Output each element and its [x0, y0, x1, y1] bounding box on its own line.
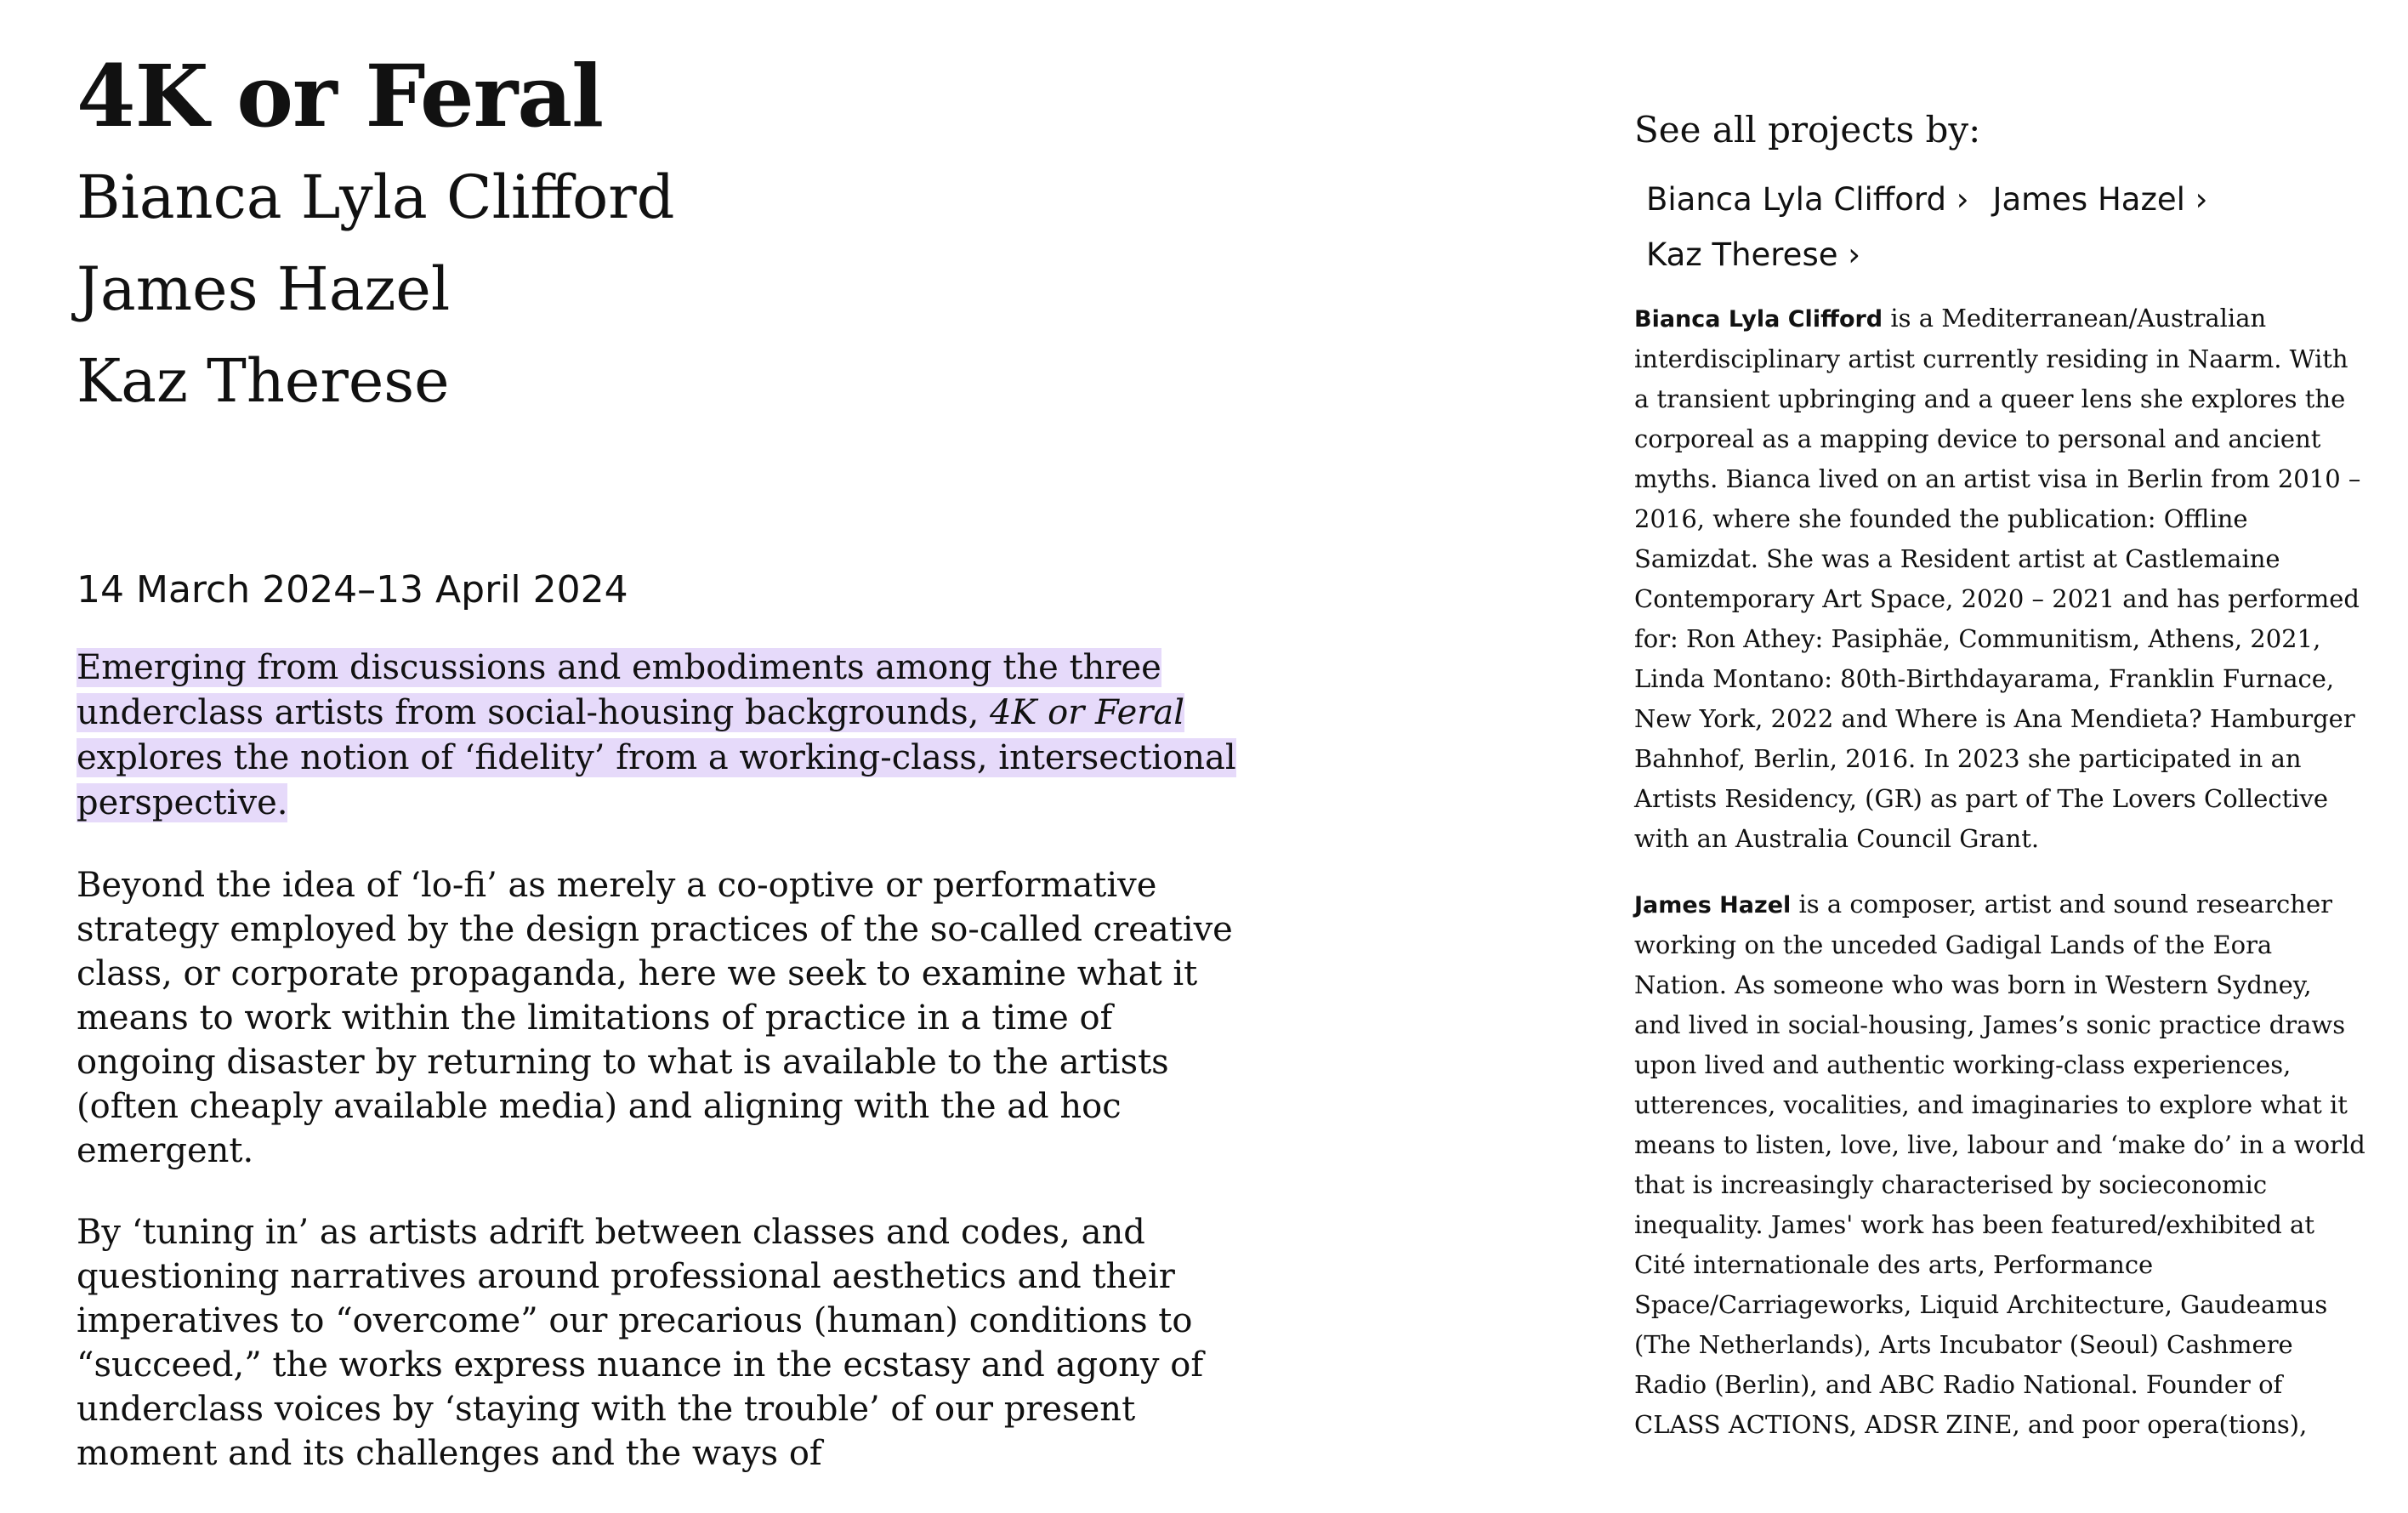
project-title: 4K or Feral	[77, 46, 604, 146]
artist-name: Bianca Lyla Clifford	[77, 162, 675, 232]
bio-text: is a Mediterranean/Australian interdisciplinary artist currently residing in Naarm. With a transient upbringing and a queer lens she explores the corporeal as a mapping device to personal and ancient myths. Bianca lived on an artist visa in Berlin from 2010 – 2016, where she founded the publication: Offline Samizdat. She was a Resident artist at Castlemaine Contemporary Art Space, 2020 – 2021 and has performed for: Ron Athey: Pasiphäe, Communitism, Athens, 2021, Linda Montano: 80th-Birthdayarama, Franklin Furnace, New York, 2022 and Where is Ana Mendieta? Hamburger Bahnhof, Berlin, 2016. In 2023 she participated in an Artists Residency, (GR) as part of The Lovers Collective with an Australia Council Grant.	[1634, 304, 2361, 853]
artist-list	[77, 151, 1250, 427]
see-all-label: See all projects by:	[1634, 109, 1981, 151]
artist-name: Kaz Therese	[77, 346, 450, 416]
main-column	[77, 46, 1250, 1513]
sidebar	[1634, 109, 2365, 1470]
bio-name: James Hazel	[1634, 892, 1792, 919]
intro-text-2: explores the notion of ‘fidelity’ from a working-class, intersectional perspective.	[77, 738, 1236, 822]
body-paragraph-2: By ‘tuning in’ as artists adrift between classes and codes, and questioning narratives around professional aesthetics and their imperatives to “overcome” our precarious (human) conditions to “succeed,” the works express nuance in the ecstasy and agony of underclass voices by ‘staying with the trouble’ of our present moment and its challenges and the ways of	[77, 1213, 1204, 1473]
intro-highlight	[77, 648, 1236, 822]
artist-link-james[interactable]: James Hazel ›	[1992, 181, 2208, 218]
intro-paragraph	[77, 646, 1250, 826]
intro-text-1: Emerging from discussions and embodiments among the three underclass artists from social-housing backgrounds,	[77, 648, 1161, 732]
artist-name: James Hazel	[77, 254, 451, 324]
date-range: 14 March 2024–13 April 2024	[77, 568, 628, 611]
artist-project-links	[1646, 181, 2343, 273]
bio-text: is a composer, artist and sound researcher working on the unceded Gadigal Lands of the Eora Nation. As someone who was born in Western Sydney, and lived in social-housing, James’s sonic practice draws upon lived and authentic working-class experiences, utterences, vocalities, and imaginaries to explore what it means to listen, love, live, labour and ‘make do’ in a world that is increasingly characterised by socieconomic inequality. James' work has been featured/exhibited at Cité internationale des arts, Performance Space/Carriageworks, Liquid Architecture, Gaudeamus (The Netherlands), Arts Incubator (Seoul) Cashmere Radio (Berlin), and ABC Radio National. Founder of CLASS ACTIONS, ADSR ZINE, and poor opera(tions),	[1634, 890, 2365, 1439]
artist-bio	[1634, 299, 2365, 859]
artist-link-bianca[interactable]: Bianca Lyla Clifford ›	[1646, 181, 1969, 218]
artist-bio	[1634, 884, 2365, 1445]
bio-name: Bianca Lyla Clifford	[1634, 306, 1883, 333]
artist-link-kaz[interactable]: Kaz Therese ›	[1646, 236, 1861, 273]
intro-title-italic: 4K or Feral	[990, 693, 1184, 732]
body-paragraph-1: Beyond the idea of ‘lo-fi’ as merely a co-optive or performative strategy employed by the design practices of the so-called creative class, or corporate propaganda, here we seek to examine what it means to work within the limitations of practice in a time of ongoing disaster by returning to what is available to the artists (often cheaply available media) and aligning with the ad hoc emergent.	[77, 866, 1233, 1170]
